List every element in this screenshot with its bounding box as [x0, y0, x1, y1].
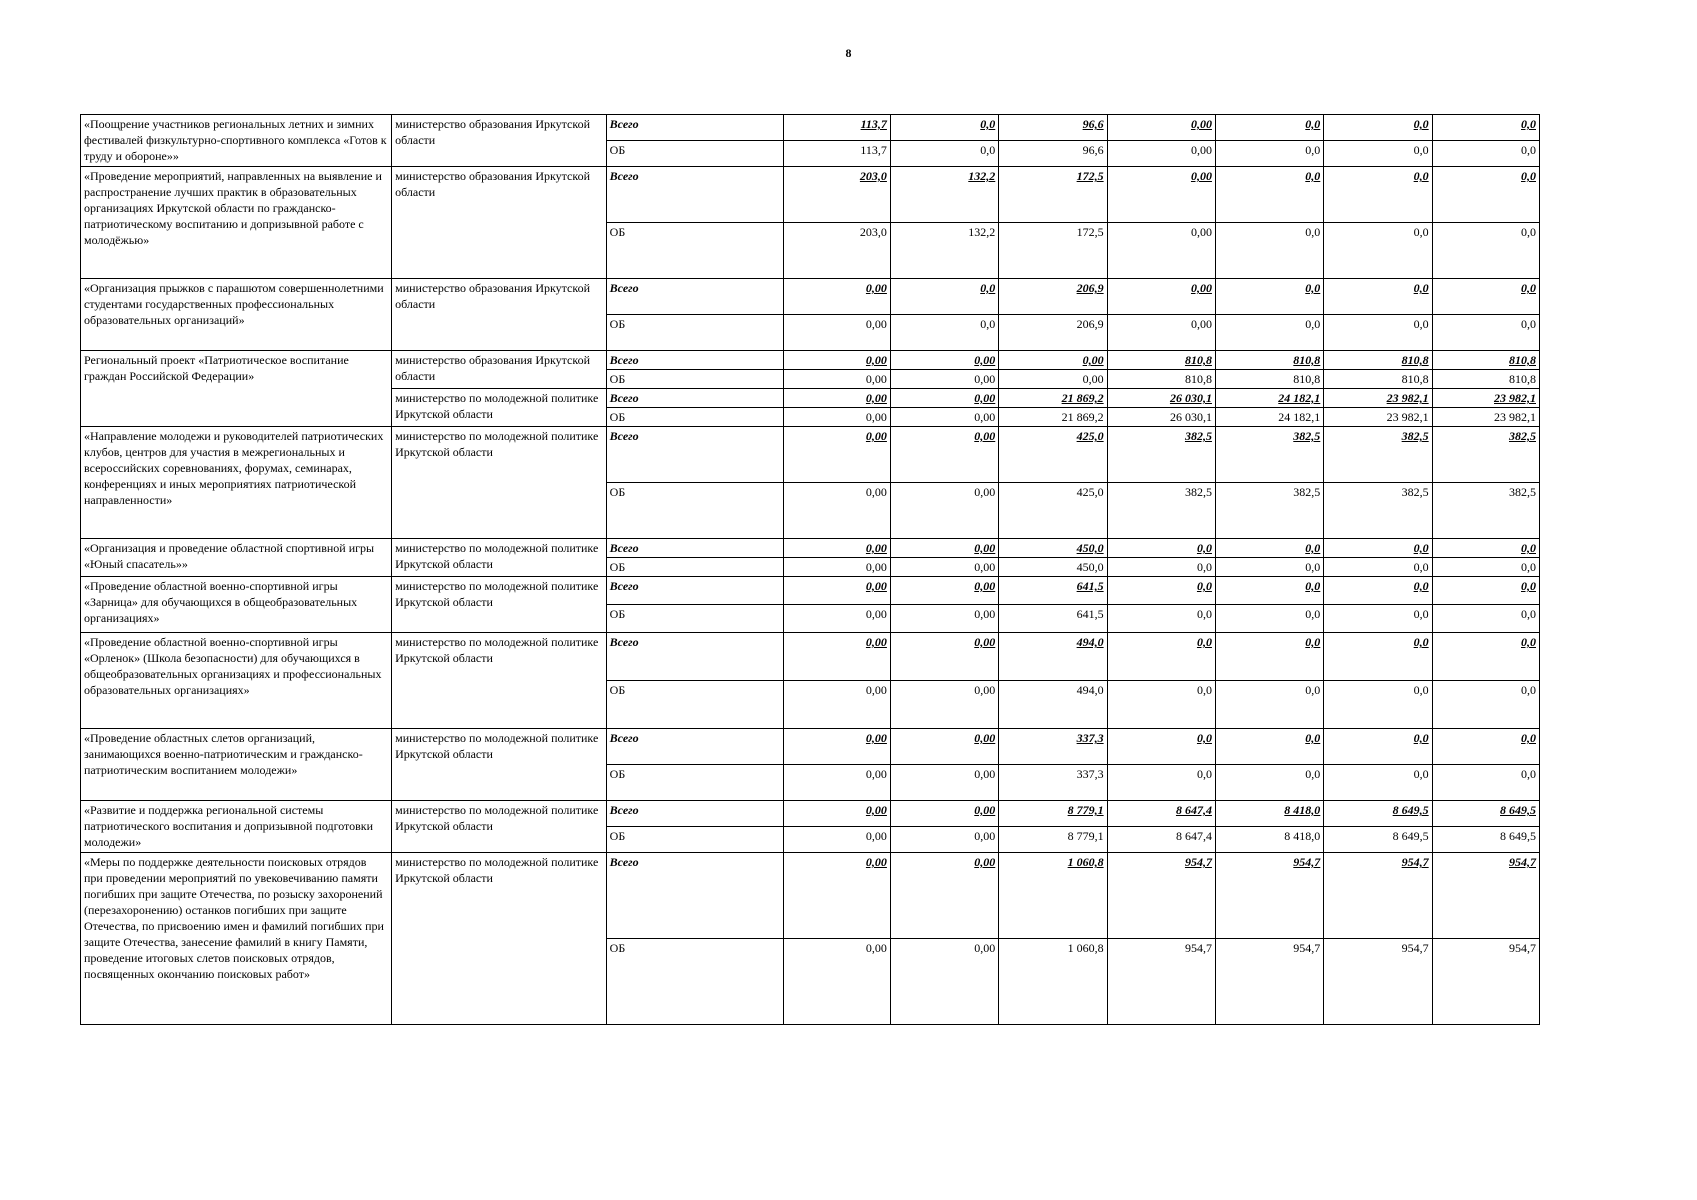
amount-cell: 8 418,0 — [1215, 801, 1323, 827]
amount-cell: 0,00 — [783, 427, 890, 483]
event-name-cell: «Развитие и поддержка региональной системы патриотического воспитания и допризывной подготовки молодежи» — [81, 801, 392, 853]
amount-cell: 0,00 — [890, 827, 998, 853]
amount-cell: 0,0 — [1324, 539, 1432, 558]
amount-cell: 0,0 — [1215, 223, 1323, 279]
amount-cell: 0,0 — [1215, 315, 1323, 351]
amount-cell: 425,0 — [999, 427, 1107, 483]
amount-cell: 0,00 — [783, 729, 890, 765]
event-name-cell: «Меры по поддержке деятельности поисковых отрядов при проведении мероприятий по увековечиванию памяти погибших при защите Отечества, по розыску захоронений (перезахоронению) останков погибших при защите Отечества, по присвоению имен и фамилий погибших при защите Отечества, занесение фамилий в книгу Памяти, проведение итоговых слетов поисковых отрядов, посвященных окончанию поисковых работ» — [81, 853, 392, 1025]
funding-source-cell: ОБ — [606, 765, 783, 801]
amount-cell: 0,00 — [783, 765, 890, 801]
funding-source-cell: Всего — [606, 801, 783, 827]
amount-cell: 8 647,4 — [1107, 801, 1215, 827]
funding-source-cell: ОБ — [606, 939, 783, 1025]
amount-cell: 0,0 — [1432, 558, 1539, 577]
table-row — [81, 577, 1540, 605]
amount-cell: 0,0 — [1215, 577, 1323, 605]
amount-cell: 0,00 — [1107, 315, 1215, 351]
executor-cell: министерство образования Иркутской области — [392, 115, 607, 167]
amount-cell: 8 779,1 — [999, 801, 1107, 827]
executor-cell: министерство по молодежной политике Иркутской области — [392, 633, 607, 729]
funding-source-cell: ОБ — [606, 223, 783, 279]
amount-cell: 26 030,1 — [1107, 408, 1215, 427]
amount-cell: 0,0 — [1432, 539, 1539, 558]
executor-cell: министерство образования Иркутской области — [392, 351, 607, 389]
amount-cell: 0,0 — [1432, 315, 1539, 351]
amount-cell: 382,5 — [1215, 483, 1323, 539]
amount-cell: 0,0 — [1215, 539, 1323, 558]
amount-cell: 0,0 — [1324, 141, 1432, 167]
amount-cell: 0,00 — [783, 801, 890, 827]
amount-cell: 0,0 — [1107, 765, 1215, 801]
amount-cell: 0,00 — [783, 351, 890, 370]
amount-cell: 1 060,8 — [999, 853, 1107, 939]
amount-cell: 113,7 — [783, 115, 890, 141]
amount-cell: 0,00 — [890, 427, 998, 483]
amount-cell: 0,0 — [1432, 223, 1539, 279]
amount-cell: 0,0 — [1215, 605, 1323, 633]
amount-cell: 0,00 — [783, 605, 890, 633]
amount-cell: 0,0 — [1107, 577, 1215, 605]
budget-table — [80, 114, 1540, 1025]
funding-source-cell: Всего — [606, 167, 783, 223]
amount-cell: 425,0 — [999, 483, 1107, 539]
amount-cell: 0,0 — [1215, 279, 1323, 315]
amount-cell: 0,0 — [1107, 558, 1215, 577]
funding-source-cell: ОБ — [606, 408, 783, 427]
amount-cell: 0,0 — [890, 115, 998, 141]
funding-source-cell: ОБ — [606, 558, 783, 577]
amount-cell: 450,0 — [999, 558, 1107, 577]
amount-cell: 0,0 — [1215, 558, 1323, 577]
amount-cell: 382,5 — [1215, 427, 1323, 483]
amount-cell: 0,00 — [890, 389, 998, 408]
amount-cell: 0,00 — [1107, 167, 1215, 223]
event-name-cell: «Проведение областных слетов организаций, занимающихся военно-патриотическим и гражданско-патриотическим воспитанием молодежи» — [81, 729, 392, 801]
amount-cell: 0,00 — [890, 577, 998, 605]
amount-cell: 0,00 — [999, 351, 1107, 370]
amount-cell: 0,00 — [890, 605, 998, 633]
amount-cell: 0,0 — [1432, 115, 1539, 141]
amount-cell: 0,00 — [783, 483, 890, 539]
amount-cell: 172,5 — [999, 223, 1107, 279]
funding-source-cell: ОБ — [606, 483, 783, 539]
table-row — [81, 167, 1540, 223]
table-row — [81, 351, 1540, 370]
amount-cell: 0,00 — [890, 408, 998, 427]
event-name-cell: «Проведение областной военно-спортивной игры «Зарница» для обучающихся в общеобразовательных организациях» — [81, 577, 392, 633]
amount-cell: 382,5 — [1324, 483, 1432, 539]
amount-cell: 0,00 — [890, 370, 998, 389]
amount-cell: 23 982,1 — [1432, 389, 1539, 408]
amount-cell: 0,0 — [1324, 167, 1432, 223]
table-row — [81, 539, 1540, 558]
amount-cell: 24 182,1 — [1215, 389, 1323, 408]
amount-cell: 0,00 — [783, 279, 890, 315]
amount-cell: 0,00 — [890, 801, 998, 827]
amount-cell: 954,7 — [1324, 853, 1432, 939]
amount-cell: 113,7 — [783, 141, 890, 167]
amount-cell: 8 649,5 — [1432, 801, 1539, 827]
amount-cell: 8 649,5 — [1324, 827, 1432, 853]
amount-cell: 8 418,0 — [1215, 827, 1323, 853]
amount-cell: 954,7 — [1215, 939, 1323, 1025]
executor-cell: министерство по молодежной политике Иркутской области — [392, 539, 607, 577]
funding-source-cell: ОБ — [606, 827, 783, 853]
amount-cell: 0,0 — [1432, 633, 1539, 681]
amount-cell: 810,8 — [1324, 370, 1432, 389]
table-row — [81, 853, 1540, 939]
executor-cell: министерство образования Иркутской области — [392, 167, 607, 279]
amount-cell: 206,9 — [999, 315, 1107, 351]
amount-cell: 0,0 — [1324, 315, 1432, 351]
executor-cell: министерство по молодежной политике Иркутской области — [392, 577, 607, 633]
amount-cell: 0,0 — [890, 279, 998, 315]
amount-cell: 203,0 — [783, 167, 890, 223]
amount-cell: 21 869,2 — [999, 389, 1107, 408]
amount-cell: 0,00 — [783, 939, 890, 1025]
amount-cell: 0,00 — [783, 827, 890, 853]
event-name-cell: «Поощрение участников региональных летних и зимних фестивалей физкультурно-спортивного комплекса «Готов к труду и обороне»» — [81, 115, 392, 167]
amount-cell: 337,3 — [999, 765, 1107, 801]
amount-cell: 810,8 — [1107, 370, 1215, 389]
amount-cell: 0,0 — [1432, 577, 1539, 605]
amount-cell: 0,00 — [890, 633, 998, 681]
funding-source-cell: Всего — [606, 389, 783, 408]
amount-cell: 0,00 — [783, 633, 890, 681]
amount-cell: 0,00 — [890, 853, 998, 939]
amount-cell: 0,00 — [890, 729, 998, 765]
amount-cell: 0,0 — [1324, 279, 1432, 315]
amount-cell: 382,5 — [1324, 427, 1432, 483]
amount-cell: 0,00 — [890, 351, 998, 370]
amount-cell: 0,0 — [1215, 765, 1323, 801]
table-row — [81, 427, 1540, 483]
amount-cell: 0,0 — [1324, 633, 1432, 681]
amount-cell: 810,8 — [1432, 351, 1539, 370]
funding-source-cell: Всего — [606, 115, 783, 141]
amount-cell: 0,0 — [890, 141, 998, 167]
table-row — [81, 801, 1540, 827]
amount-cell: 0,00 — [783, 558, 890, 577]
table-row — [81, 633, 1540, 681]
amount-cell: 21 869,2 — [999, 408, 1107, 427]
event-name-cell: «Организация и проведение областной спортивной игры «Юный спасатель»» — [81, 539, 392, 577]
amount-cell: 0,00 — [783, 408, 890, 427]
amount-cell: 0,00 — [890, 681, 998, 729]
amount-cell: 382,5 — [1107, 427, 1215, 483]
amount-cell: 8 649,5 — [1324, 801, 1432, 827]
amount-cell: 206,9 — [999, 279, 1107, 315]
amount-cell: 0,0 — [1432, 729, 1539, 765]
amount-cell: 203,0 — [783, 223, 890, 279]
amount-cell: 0,00 — [783, 539, 890, 558]
amount-cell: 0,0 — [890, 315, 998, 351]
amount-cell: 0,0 — [1107, 605, 1215, 633]
amount-cell: 8 647,4 — [1107, 827, 1215, 853]
amount-cell: 810,8 — [1107, 351, 1215, 370]
amount-cell: 132,2 — [890, 223, 998, 279]
event-name-cell: Региональный проект «Патриотическое воспитание граждан Российской Федерации» — [81, 351, 392, 427]
amount-cell: 450,0 — [999, 539, 1107, 558]
amount-cell: 954,7 — [1107, 853, 1215, 939]
amount-cell: 0,00 — [1107, 115, 1215, 141]
funding-source-cell: Всего — [606, 351, 783, 370]
amount-cell: 382,5 — [1432, 427, 1539, 483]
funding-source-cell: ОБ — [606, 315, 783, 351]
amount-cell: 0,00 — [783, 389, 890, 408]
amount-cell: 0,00 — [890, 558, 998, 577]
amount-cell: 24 182,1 — [1215, 408, 1323, 427]
amount-cell: 954,7 — [1432, 939, 1539, 1025]
amount-cell: 810,8 — [1215, 370, 1323, 389]
amount-cell: 0,00 — [783, 370, 890, 389]
amount-cell: 0,0 — [1432, 141, 1539, 167]
amount-cell: 810,8 — [1215, 351, 1323, 370]
amount-cell: 810,8 — [1432, 370, 1539, 389]
funding-source-cell: Всего — [606, 853, 783, 939]
amount-cell: 0,00 — [1107, 223, 1215, 279]
amount-cell: 954,7 — [1324, 939, 1432, 1025]
amount-cell: 0,0 — [1215, 115, 1323, 141]
funding-source-cell: ОБ — [606, 605, 783, 633]
amount-cell: 0,0 — [1432, 765, 1539, 801]
amount-cell: 0,00 — [890, 483, 998, 539]
executor-cell: министерство по молодежной политике Иркутской области — [392, 389, 607, 427]
amount-cell: 0,00 — [890, 539, 998, 558]
funding-source-cell: Всего — [606, 427, 783, 483]
amount-cell: 0,0 — [1107, 633, 1215, 681]
funding-source-cell: Всего — [606, 539, 783, 558]
funding-source-cell: Всего — [606, 577, 783, 605]
amount-cell: 0,00 — [999, 370, 1107, 389]
amount-cell: 0,0 — [1215, 167, 1323, 223]
funding-source-cell: ОБ — [606, 681, 783, 729]
amount-cell: 954,7 — [1432, 853, 1539, 939]
amount-cell: 172,5 — [999, 167, 1107, 223]
amount-cell: 0,0 — [1324, 558, 1432, 577]
amount-cell: 0,0 — [1215, 141, 1323, 167]
amount-cell: 23 982,1 — [1324, 389, 1432, 408]
page-number: 8 — [845, 46, 852, 60]
executor-cell: министерство по молодежной политике Иркутской области — [392, 801, 607, 853]
event-name-cell: «Проведение мероприятий, направленных на выявление и распространение лучших практик в образовательных организациях Иркутской области по гражданско-патриотическому воспитанию и допризывной работе с молодёжью» — [81, 167, 392, 279]
amount-cell: 0,0 — [1324, 729, 1432, 765]
table-row — [81, 115, 1540, 141]
event-name-cell: «Направление молодежи и руководителей патриотических клубов, центров для участия в межрегиональных и всероссийских соревнованиях, форумах, семинарах, конференциях и иных мероприятиях патриотической направленности» — [81, 427, 392, 539]
amount-cell: 0,0 — [1432, 279, 1539, 315]
amount-cell: 0,0 — [1432, 605, 1539, 633]
event-name-cell: «Проведение областной военно-спортивной игры «Орленок» (Школа безопасности) для обучающихся в общеобразовательных организациях и профессиональных образовательных организациях» — [81, 633, 392, 729]
amount-cell: 0,00 — [1107, 279, 1215, 315]
amount-cell: 0,00 — [890, 765, 998, 801]
amount-cell: 0,0 — [1107, 681, 1215, 729]
amount-cell: 0,0 — [1215, 681, 1323, 729]
amount-cell: 0,0 — [1215, 633, 1323, 681]
amount-cell: 0,0 — [1324, 681, 1432, 729]
amount-cell: 0,0 — [1324, 605, 1432, 633]
amount-cell: 810,8 — [1324, 351, 1432, 370]
amount-cell: 954,7 — [1215, 853, 1323, 939]
funding-source-cell: ОБ — [606, 370, 783, 389]
amount-cell: 494,0 — [999, 633, 1107, 681]
amount-cell: 0,0 — [1432, 167, 1539, 223]
event-name-cell: «Организация прыжков с парашютом совершеннолетними студентами государственных профессиональных образовательных организаций» — [81, 279, 392, 351]
funding-source-cell: Всего — [606, 729, 783, 765]
amount-cell: 1 060,8 — [999, 939, 1107, 1025]
amount-cell: 382,5 — [1432, 483, 1539, 539]
amount-cell: 0,00 — [783, 853, 890, 939]
executor-cell: министерство по молодежной политике Иркутской области — [392, 427, 607, 539]
executor-cell: министерство образования Иркутской области — [392, 279, 607, 351]
amount-cell: 0,00 — [890, 939, 998, 1025]
funding-source-cell: ОБ — [606, 141, 783, 167]
amount-cell: 494,0 — [999, 681, 1107, 729]
amount-cell: 8 649,5 — [1432, 827, 1539, 853]
amount-cell: 23 982,1 — [1432, 408, 1539, 427]
amount-cell: 0,00 — [783, 315, 890, 351]
amount-cell: 0,00 — [1107, 141, 1215, 167]
amount-cell: 337,3 — [999, 729, 1107, 765]
amount-cell: 96,6 — [999, 115, 1107, 141]
amount-cell: 0,0 — [1324, 577, 1432, 605]
table-row — [81, 729, 1540, 765]
executor-cell: министерство по молодежной политике Иркутской области — [392, 853, 607, 1025]
amount-cell: 0,00 — [783, 681, 890, 729]
amount-cell: 0,00 — [783, 577, 890, 605]
amount-cell: 26 030,1 — [1107, 389, 1215, 408]
amount-cell: 954,7 — [1107, 939, 1215, 1025]
amount-cell: 0,0 — [1107, 539, 1215, 558]
executor-cell: министерство по молодежной политике Иркутской области — [392, 729, 607, 801]
funding-source-cell: Всего — [606, 633, 783, 681]
amount-cell: 0,0 — [1324, 115, 1432, 141]
amount-cell: 382,5 — [1107, 483, 1215, 539]
amount-cell: 132,2 — [890, 167, 998, 223]
amount-cell: 0,0 — [1324, 765, 1432, 801]
funding-source-cell: Всего — [606, 279, 783, 315]
amount-cell: 641,5 — [999, 577, 1107, 605]
amount-cell: 96,6 — [999, 141, 1107, 167]
amount-cell: 23 982,1 — [1324, 408, 1432, 427]
amount-cell: 0,0 — [1215, 729, 1323, 765]
table-row — [81, 279, 1540, 315]
amount-cell: 641,5 — [999, 605, 1107, 633]
amount-cell: 0,0 — [1432, 681, 1539, 729]
amount-cell: 0,0 — [1107, 729, 1215, 765]
amount-cell: 8 779,1 — [999, 827, 1107, 853]
amount-cell: 0,0 — [1324, 223, 1432, 279]
